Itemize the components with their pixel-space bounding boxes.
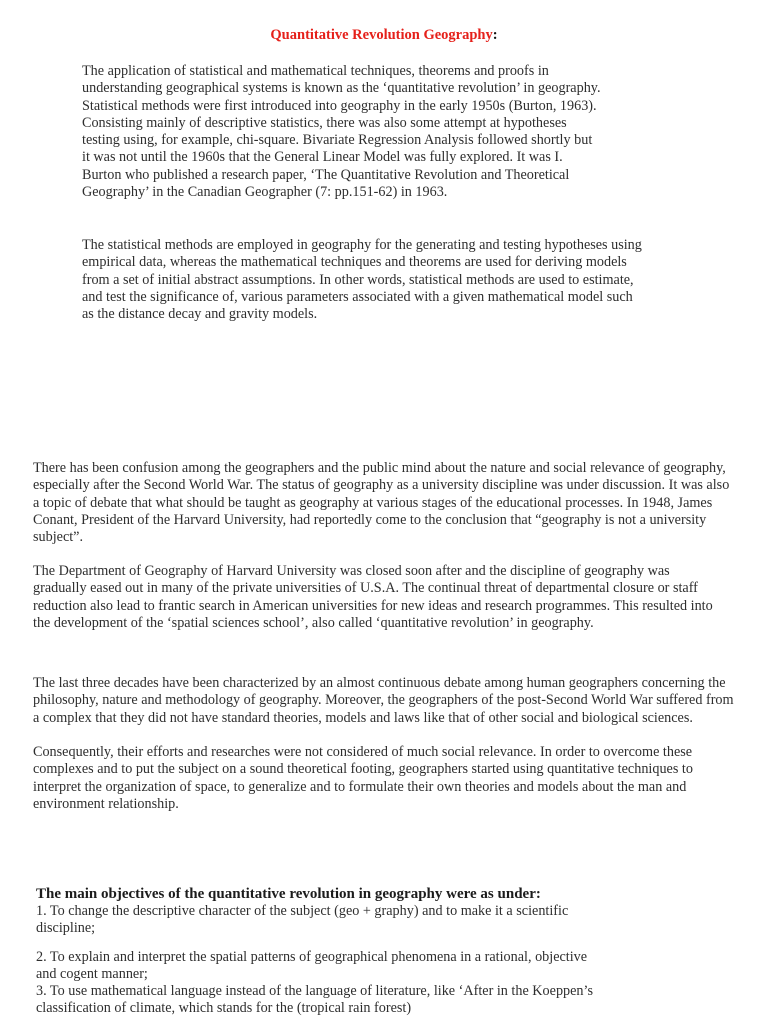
paragraph-debate: The last three decades have been characterized by an almost continuous debate among human geographers concerning the philosophy, nature and methodology of geography. Moreover, the geographers of the post-Second World War suffered from a complex that they did not have standard theories, models and laws like that of other social and biological sciences. <box>33 675 734 726</box>
title-text: Quantitative Revolution Geography <box>270 27 493 43</box>
paragraph-harvard: The Department of Geography of Harvard University was closed soon after and the discipline of geography was gradually eased out in many of the private universities of U.S.A. The continual threat of departmental closure or staff reduction also lead to frantic search in American universities for new ideas and research programmes. This resulted into the development of the ‘spatial sciences school’, also called ‘quantitative revolution’ in geography. <box>33 563 713 631</box>
title-colon: : <box>492 27 498 43</box>
objective-item: 3. To use mathematical language instead of the language of literature, like ‘After in the Koeppen’s classification of climate, which stands for the (tropical rain forest) <box>36 983 593 1017</box>
objective-item: 1. To change the descriptive character of the subject (geo + graphy) and to make it a scientific discipline; <box>36 903 569 937</box>
objectives-heading: The main objectives of the quantitative revolution in geography were as under: <box>36 886 541 902</box>
objectives-section <box>36 885 596 1018</box>
paragraph-consequently: Consequently, their efforts and researches were not considered of much social relevance. In order to overcome these complexes and to put the subject on a sound theoretical footing, geographers started using quantitative techniques to interpret the organization of space, to generalize and to formulate their own theories and models about the man and environment relationship. <box>33 744 693 812</box>
paragraph-confusion: There has been confusion among the geographers and the public mind about the nature and social relevance of geography, especially after the Second World War. The status of geography as a university discipline was under discussion. It was also a topic of debate that what should be taught as geography at various stages of the educational processes. In 1948, James Conant, President of the Harvard University, had reportedly come to the conclusion that “geography is not a university subject”. <box>33 460 730 546</box>
paragraph-definition: The application of statistical and mathematical techniques, theorems and proofs in understanding geographical systems is known as the ‘quantitative revolution’ in geography. Statistical methods were first introduced into geography in the early 1950s (Burton, 1963). Consisting mainly of descriptive statistics, there was also some attempt at hypotheses testing using, for example, chi-square. Bivariate Regression Analysis followed shortly but it was not until the 1960s that the General Linear Model was fully explored. It was I. Burton who published a research paper, ‘The Quantitative Revolution and Theoretical Geography’ in the Canadian Geographer (7: pp.151-62) in 1963. <box>82 63 601 201</box>
page-title <box>0 25 768 45</box>
objective-item: 2. To explain and interpret the spatial patterns of geographical phenomena in a rational, objective and cogent manner; <box>36 948 588 982</box>
paragraph-statistical-methods: The statistical methods are employed in geography for the generating and testing hypotheses using empirical data, whereas the mathematical techniques and theorems are used for deriving models from a set of initial abstract assumptions. In other words, statistical methods are used to estimate, and test the significance of, various parameters associated with a given mathematical model such as the distance decay and gravity models. <box>82 237 642 323</box>
